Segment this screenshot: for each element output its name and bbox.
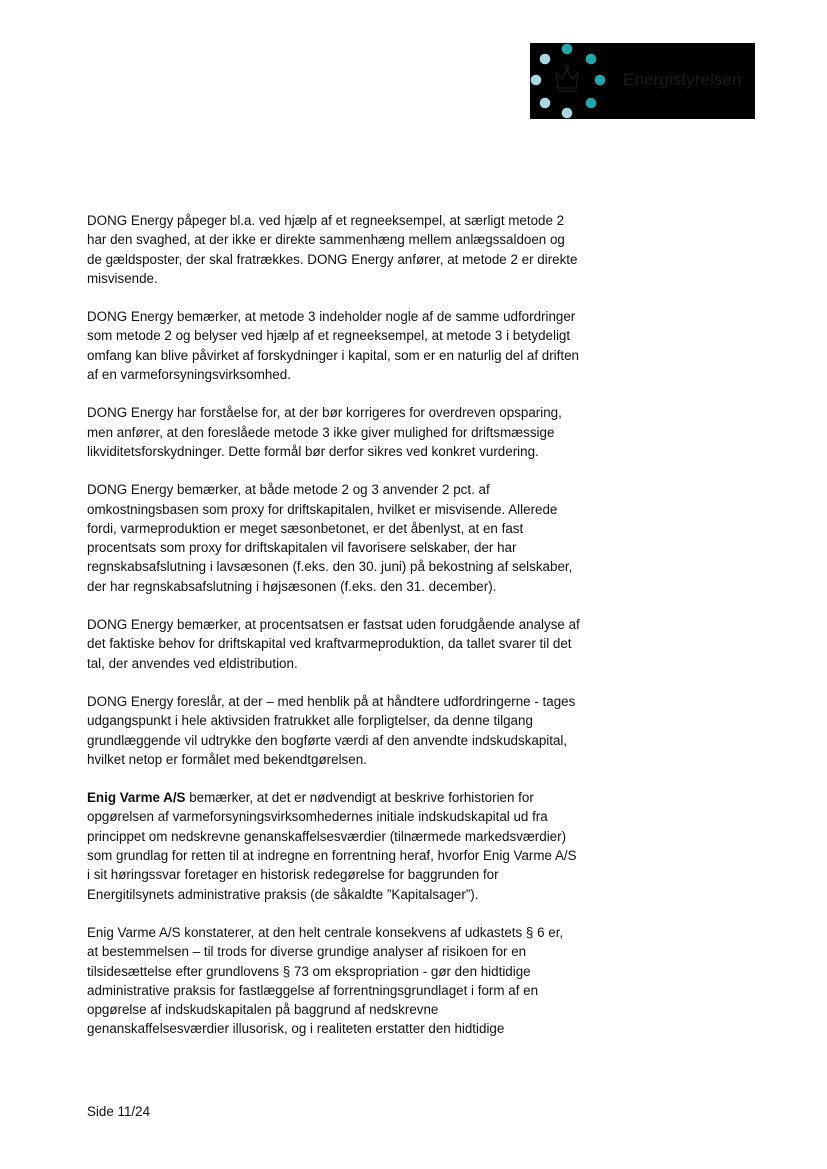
logo-dot — [531, 75, 542, 86]
logo-dot — [586, 98, 597, 109]
text-line: tal, der anvendes ved eldistribution. — [87, 655, 298, 671]
text-line: princippet om nedskrevne genanskaffelsesværdier (tilnærmede markedsværdier) — [87, 828, 567, 844]
text-line: DONG Energy påpeger bl.a. ved hjælp af et regneeksempel, at særligt metode 2 — [87, 213, 565, 228]
text-line: misvisende. — [87, 270, 158, 286]
text-line: DONG Energy bemærker, at procentsatsen er fastsat uden forudgående analyse af — [87, 617, 580, 633]
text-line: har den svaghed, at der ikke er direkte sammenhæng mellem anlægssaldoen og — [87, 232, 565, 248]
logo-text: Energistyrelsen — [623, 70, 742, 89]
document-body — [87, 211, 617, 1058]
logo-dot — [595, 75, 606, 86]
text-line: omkostningsbasen som proxy for driftskapitalen, hvilket er misvisende. Allerede — [87, 501, 558, 517]
company-name: Enig Varme A/S — [87, 790, 186, 806]
logo-dot — [562, 108, 573, 119]
text-line: fordi, varmeproduktion er meget sæsonbetonet, er det åbenlyst, at en fast — [87, 520, 524, 536]
logo-dot — [562, 44, 573, 55]
text-line: udgangspunkt i hele aktivsiden fratrukket alle forpligtelser, da denne tilgang — [87, 713, 533, 729]
page-number: Side 11/24 — [87, 1104, 151, 1119]
paragraph — [87, 480, 617, 596]
text-line: genanskaffelsesværdier illusorisk, og i realiteten erstatter den hidtidige — [87, 1021, 505, 1037]
text-line: som metode 2 og belyser ved hjælp af et regneeksempel, at metode 3 i betydeligt — [87, 328, 571, 344]
logo-dot — [540, 54, 551, 65]
energistyrelsen-logo — [530, 43, 755, 119]
text-line: Enig Varme A/S konstaterer, at den helt centrale konsekvens af udkastets § 6 er, — [87, 924, 564, 940]
text-line: regnskabsafslutning i lavsæsonen (f.eks. den 30. juni) på bekostning af selskaber, — [87, 559, 573, 575]
text-line: de gældsposter, der skal fratrækkes. DONG Energy anfører, at metode 2 er direkte — [87, 251, 578, 267]
text-line: procentsats som proxy for driftskapitalen vil favorisere selskaber, der har — [87, 540, 517, 556]
text-line: tilsidesættelse efter grundlovens § 73 om ekspropriation - gør den hidtidige — [87, 963, 531, 979]
text-line: men anfører, at den foreslåede metode 3 ikke giver mulighed for driftsmæssige — [87, 424, 555, 440]
paragraph — [87, 923, 617, 1039]
crown-icon — [556, 65, 578, 91]
text-line: af en varmeforsyningsvirksomhed. — [87, 367, 291, 383]
text-line: opgørelse af indskudskapitalen på baggrund af nedskrevne — [87, 1002, 439, 1018]
paragraph — [87, 615, 617, 673]
logo-dot — [540, 98, 551, 109]
text-line: Energitilsynets administrative praksis (de såkaldte ”Kapitalsager”). — [87, 886, 479, 902]
paragraph — [87, 692, 617, 769]
text-line: DONG Energy bemærker, at både metode 2 og 3 anvender 2 pct. af — [87, 482, 490, 498]
paragraph — [87, 788, 617, 904]
text-line: omfang kan blive påvirket af forskydninger i kapital, som er en naturlig del af driften — [87, 347, 579, 363]
text-line: administrative praksis for fastlæggelse af forrentningsgrundlaget i form af en — [87, 982, 539, 998]
text-line: DONG Energy foreslår, at der – med henblik på at håndtere udfordringerne - tages — [87, 693, 576, 709]
text-line: hvilket netop er formålet med bekendtgørelsen. — [87, 751, 367, 767]
text-line: som grundlag for retten til at indregne en forrentning heraf, hvorfor Enig Varme A/S — [87, 848, 577, 864]
paragraph — [87, 403, 617, 461]
text-fragment: bemærker, at det er nødvendigt at beskrive forhistorien for — [185, 790, 534, 806]
logo-dot — [586, 54, 597, 65]
text-line: grundlæggende vil udtrykke den bogførte værdi af den anvendte indskudskapital, — [87, 732, 568, 748]
text-line: likviditetsforskydninger. Dette formål bør derfor sikres ved konkret vurdering. — [87, 443, 539, 459]
text-line: der har regnskabsafslutning i højsæsonen (f.eks. den 31. december). — [87, 578, 497, 594]
text-line: DONG Energy har forståelse for, at der bør korrigeres for overdreven opsparing, — [87, 405, 562, 421]
text-line — [87, 788, 617, 807]
text-line: at bestemmelsen – til trods for diverse grundige analyser af risikoen for en — [87, 944, 527, 960]
text-line: det faktiske behov for driftskapital ved kraftvarmeproduktion, da tallet svarer til det — [87, 636, 572, 652]
paragraph — [87, 307, 617, 384]
text-line: i sit høringssvar foretager en historisk redegørelse for baggrunden for — [87, 867, 499, 883]
paragraph — [87, 211, 617, 288]
text-line: opgørelsen af varmeforsyningsvirksomhedernes initiale indskudskapital ud fra — [87, 809, 548, 825]
text-line: DONG Energy bemærker, at metode 3 indeholder nogle af de samme udfordringer — [87, 309, 576, 325]
